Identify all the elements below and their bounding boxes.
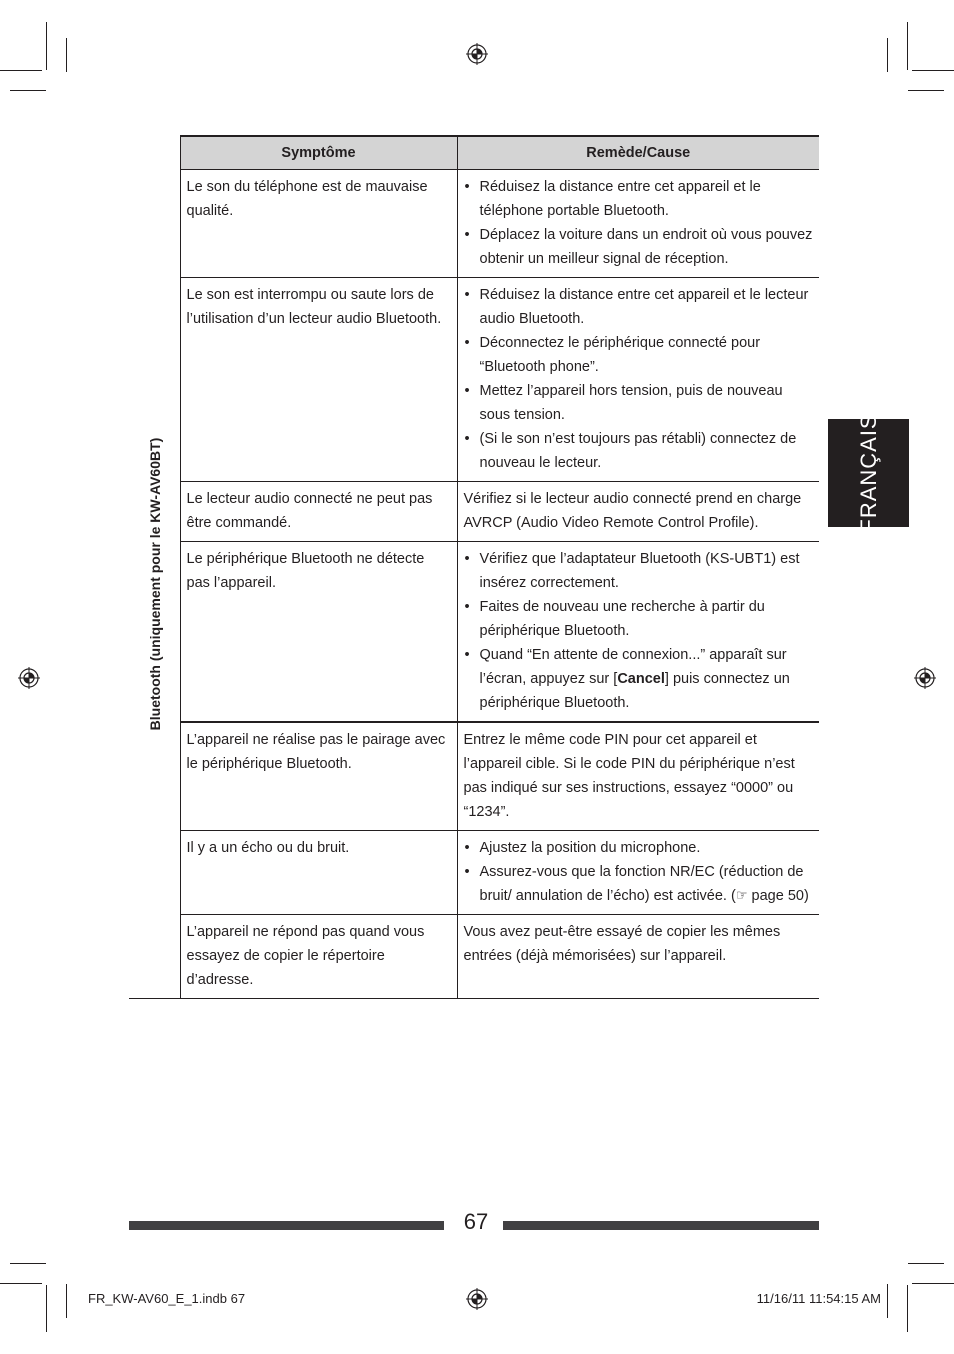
remedy-item: • (Si le son n’est toujours pas rétabli) connectez de nouveau le lecteur. bbox=[464, 427, 814, 475]
crop-mark bbox=[907, 1285, 908, 1332]
crop-mark bbox=[908, 90, 944, 91]
table-row bbox=[129, 278, 819, 482]
header-remedy: Remède/Cause bbox=[457, 136, 819, 170]
remedy-item: • Réduisez la distance entre cet appareil et le lecteur audio Bluetooth. bbox=[464, 283, 814, 331]
page-bar-left bbox=[129, 1221, 444, 1230]
troubleshooting-table bbox=[129, 135, 819, 999]
remedy-item: • Mettez l’appareil hors tension, puis de nouveau sous tension. bbox=[464, 379, 814, 427]
remedy-cell: Vérifiez si le lecteur audio connecté prend en charge AVRCP (Audio Video Remote Control Profile). bbox=[457, 482, 819, 542]
crop-mark bbox=[887, 1284, 888, 1318]
table-row bbox=[129, 482, 819, 542]
table-row bbox=[129, 915, 819, 999]
registration-mark-icon bbox=[466, 1288, 488, 1310]
crop-mark bbox=[46, 1285, 47, 1332]
table-row bbox=[129, 722, 819, 831]
page-number: 67 bbox=[463, 1209, 489, 1234]
registration-mark-icon bbox=[18, 667, 40, 689]
crop-mark bbox=[887, 38, 888, 72]
remedy-cell bbox=[457, 542, 819, 723]
remedy-item bbox=[464, 643, 814, 715]
table-header-row bbox=[129, 136, 819, 170]
crop-mark bbox=[46, 22, 47, 70]
header-blank-cell bbox=[129, 136, 180, 170]
crop-mark bbox=[912, 1283, 954, 1284]
crop-mark bbox=[10, 90, 46, 91]
table-row bbox=[129, 831, 819, 915]
footer-file-info: FR_KW-AV60_E_1.indb 67 bbox=[88, 1291, 246, 1306]
remedy-text: ] puis connectez un périphérique Bluetooth. bbox=[479, 671, 790, 711]
symptom-cell: L’appareil ne réalise pas le pairage avec le périphérique Bluetooth. bbox=[180, 722, 457, 831]
cancel-button-label: Cancel bbox=[617, 671, 665, 687]
remedy-item: • Ajustez la position du microphone. bbox=[464, 836, 814, 860]
remedy-item: • Réduisez la distance entre cet appareil et le téléphone portable Bluetooth. bbox=[464, 175, 814, 223]
side-category-cell bbox=[129, 170, 180, 999]
remedy-cell: Vous avez peut-être essayé de copier les mêmes entrées (déjà mémorisées) sur l’appareil. bbox=[457, 915, 819, 999]
header-symptom: Symptôme bbox=[180, 136, 457, 170]
remedy-item: • Vérifiez que l’adaptateur Bluetooth (KS-UBT1) est insérez correctement. bbox=[464, 547, 814, 595]
side-category-label: Bluetooth (uniquement pour le KW-AV60BT) bbox=[147, 437, 163, 731]
crop-mark bbox=[907, 22, 908, 70]
remedy-text: Quand “En attente de connexion...” apparaît sur l’écran, appuyez sur [ bbox=[479, 647, 787, 687]
crop-mark bbox=[10, 1263, 46, 1264]
table-row bbox=[129, 170, 819, 278]
language-tab-label: FRANÇAIS bbox=[855, 413, 881, 533]
remedy-item: • Faites de nouveau une recherche à partir du périphérique Bluetooth. bbox=[464, 595, 814, 643]
crop-mark bbox=[0, 1283, 42, 1284]
symptom-cell: Le son du téléphone est de mauvaise qualité. bbox=[180, 170, 457, 278]
footer-date-info: 11/16/11 11:54:15 AM bbox=[756, 1291, 881, 1306]
page-bar-right bbox=[503, 1221, 819, 1230]
remedy-item: • Déconnectez le périphérique connecté pour “Bluetooth phone”. bbox=[464, 331, 814, 379]
crop-mark bbox=[0, 70, 42, 71]
crop-mark bbox=[66, 1284, 67, 1318]
symptom-cell: L’appareil ne répond pas quand vous essayez de copier le répertoire d’adresse. bbox=[180, 915, 457, 999]
crop-mark bbox=[912, 70, 954, 71]
remedy-cell bbox=[457, 170, 819, 278]
crop-mark bbox=[908, 1263, 944, 1264]
remedy-cell bbox=[457, 831, 819, 915]
remedy-item: • Assurez-vous que la fonction NR/EC (réduction de bruit/ annulation de l’écho) est activée. (☞ page 50) bbox=[464, 860, 814, 908]
registration-mark-icon bbox=[914, 667, 936, 689]
language-tab bbox=[828, 413, 909, 533]
remedy-item: • Déplacez la voiture dans un endroit où vous pouvez obtenir un meilleur signal de réception. bbox=[464, 223, 814, 271]
symptom-cell: Il y a un écho ou du bruit. bbox=[180, 831, 457, 915]
remedy-cell bbox=[457, 278, 819, 482]
registration-mark-icon bbox=[466, 43, 488, 65]
remedy-cell: Entrez le même code PIN pour cet appareil et l’appareil cible. Si le code PIN du périphérique n’est pas indiqué sur ses instructions, essayez “0000” ou “1234”. bbox=[457, 722, 819, 831]
symptom-cell: Le son est interrompu ou saute lors de l’utilisation d’un lecteur audio Bluetooth. bbox=[180, 278, 457, 482]
crop-mark bbox=[66, 38, 67, 72]
symptom-cell: Le périphérique Bluetooth ne détecte pas l’appareil. bbox=[180, 542, 457, 723]
table-row bbox=[129, 542, 819, 723]
symptom-cell: Le lecteur audio connecté ne peut pas être commandé. bbox=[180, 482, 457, 542]
